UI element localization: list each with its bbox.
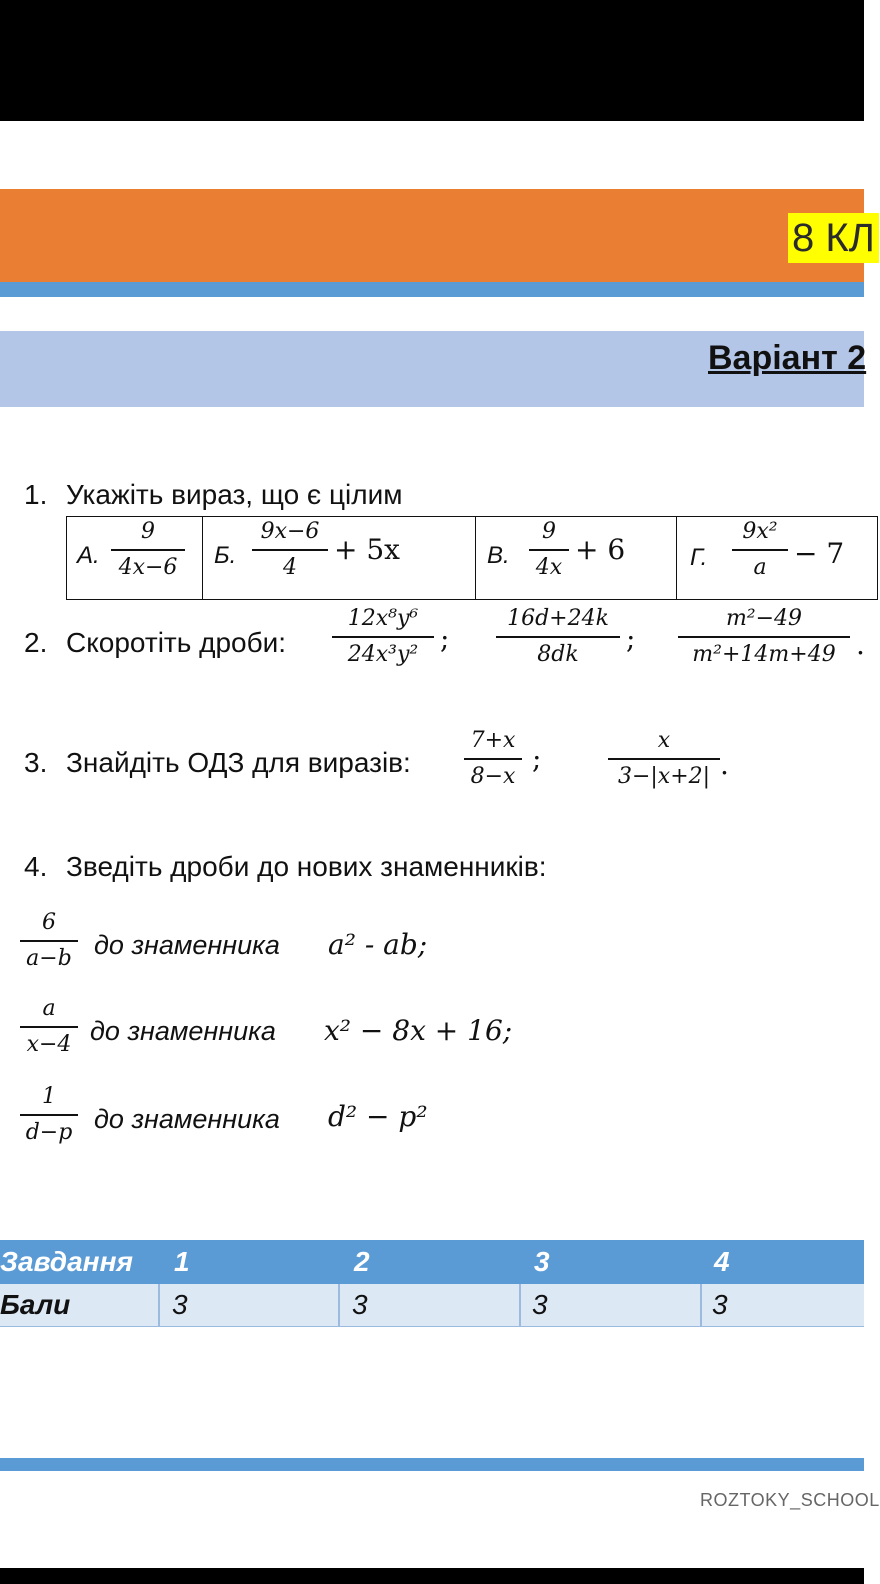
score-header-4: 4 [714, 1246, 730, 1277]
task3-text: Знайдіть ОДЗ для виразів: [66, 747, 411, 778]
option-g-label: Г. [690, 544, 708, 571]
option-a-label: А. [77, 542, 100, 569]
task2-fraction-1-denominator: 24x³y² [347, 642, 419, 667]
option-b-fraction [252, 519, 328, 581]
task3-fraction-1 [464, 728, 522, 790]
task4-item-3-fraction [20, 1084, 78, 1146]
task4-item-1-label: до знаменника [94, 930, 280, 960]
option-a-denominator: 4x−6 [118, 555, 178, 580]
option-b-label: Б. [214, 542, 237, 569]
score-divider [700, 1284, 702, 1326]
school-footer: ROZTOKY_SCHOOL [700, 1490, 880, 1510]
task4-text: Зведіть дроби до нових знаменників: [66, 851, 547, 882]
header-divider [0, 282, 864, 297]
grade-label: 8 КЛ [788, 213, 879, 263]
bottom-black-bar [0, 1568, 864, 1584]
score-divider [519, 1284, 521, 1326]
option-b-tail: + 5x [334, 533, 400, 566]
score-header-1: 1 [174, 1246, 190, 1277]
score-divider [338, 1284, 340, 1326]
score-header-task: Завдання [0, 1246, 133, 1277]
option-g-fraction [732, 519, 788, 581]
task4-item-2-numerator: a [20, 996, 78, 1028]
task4-item-3-label: до знаменника [94, 1104, 280, 1134]
score-header-3: 3 [534, 1246, 550, 1277]
score-value-1: 3 [172, 1289, 188, 1320]
score-row-label: Бали [0, 1289, 71, 1320]
task4-item-3-target: d² − p² [328, 1100, 428, 1133]
task2-number: 2. [24, 627, 48, 658]
task3-heading [24, 746, 411, 780]
task4-number: 4. [24, 851, 48, 882]
task3-fraction-2-denominator: 3−|x+2| [617, 764, 711, 789]
task4-item-2-target: x² − 8x + 16; [324, 1014, 513, 1047]
task2-separator-1: ; [440, 622, 450, 655]
option-v-numerator: 9 [529, 519, 569, 551]
task4-item-3-denominator: d−p [25, 1120, 73, 1145]
task1-number: 1. [24, 479, 48, 510]
task2-separator-2: ; [626, 622, 636, 655]
task1-options-table [66, 516, 878, 600]
task4-heading [24, 850, 547, 884]
score-header-2: 2 [354, 1246, 370, 1277]
option-a-fraction [111, 519, 185, 581]
option-v-fraction [529, 519, 569, 581]
task2-text: Скоротіть дроби: [66, 627, 287, 658]
task3-fraction-2-numerator: x [608, 728, 720, 760]
option-b-numerator: 9x−6 [252, 519, 328, 551]
option-b-denominator: 4 [283, 555, 297, 580]
task2-fraction-2-numerator: 16d+24k [496, 606, 620, 638]
task2-fraction-3-numerator: m²−49 [678, 606, 850, 638]
option-b [202, 517, 476, 599]
option-g [676, 517, 877, 599]
task4-item-3-numerator: 1 [20, 1084, 78, 1116]
task3-fraction-1-numerator: 7+x [464, 728, 522, 760]
task2-end-mark: . [856, 628, 865, 661]
top-black-bar [0, 0, 864, 121]
task4-item-2-denominator: x−4 [26, 1032, 72, 1057]
option-a-numerator: 9 [111, 519, 185, 551]
task1-text: Укажіть вираз, що є цілим [66, 479, 403, 510]
score-table-row [0, 1284, 864, 1327]
option-v-denominator: 4x [535, 555, 563, 580]
task4-item-1-fraction [20, 910, 78, 972]
option-a [67, 517, 203, 599]
score-value-4: 3 [712, 1289, 728, 1320]
task3-end-mark: . [720, 748, 729, 781]
option-g-tail: − 7 [794, 537, 845, 570]
task4-item-1-denominator: a−b [26, 946, 72, 971]
option-g-denominator: a [753, 555, 767, 580]
task3-separator: ; [532, 742, 542, 775]
option-v-tail: + 6 [575, 533, 626, 566]
score-value-3: 3 [532, 1289, 548, 1320]
score-divider [158, 1284, 160, 1326]
task2-fraction-3 [678, 606, 850, 668]
task2-fraction-2-denominator: 8dk [537, 642, 579, 667]
task1-heading [24, 478, 402, 512]
task2-fraction-2 [496, 606, 620, 668]
task2-heading [24, 626, 286, 660]
task3-fraction-1-denominator: 8−x [470, 764, 516, 789]
footer-divider [0, 1458, 864, 1471]
task2-fraction-3-denominator: m²+14m+49 [692, 642, 836, 667]
task4-item-1-target: a² - ab; [328, 928, 428, 961]
task3-fraction-2 [608, 728, 720, 790]
task2-fraction-1-numerator: 12x⁸y⁶ [332, 606, 434, 638]
option-v [475, 517, 677, 599]
option-v-label: В. [487, 542, 510, 569]
task2-fraction-1 [332, 606, 434, 668]
variant-title: Варіант 2 [708, 339, 867, 377]
task3-number: 3. [24, 747, 48, 778]
header-band [0, 189, 864, 282]
task4-item-2-label: до знаменника [90, 1016, 276, 1046]
score-value-2: 3 [352, 1289, 368, 1320]
task4-item-2-fraction [20, 996, 78, 1058]
option-g-numerator: 9x² [732, 519, 788, 551]
task4-item-1-numerator: 6 [20, 910, 78, 942]
